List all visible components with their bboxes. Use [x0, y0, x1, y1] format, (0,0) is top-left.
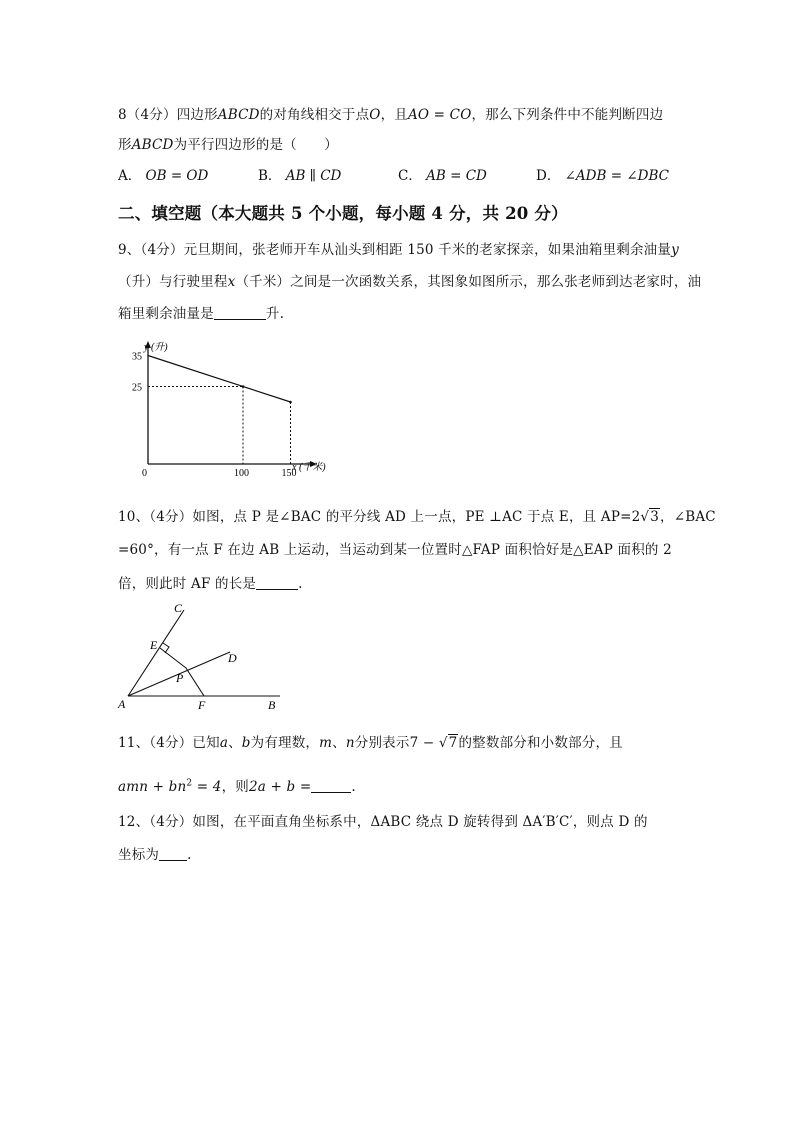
- q10-text: 10、（4分）如图，点 P 是∠BAC 的平分线 AD 上一点，PE ⊥AC 于点 E，且 AP=2: [118, 509, 641, 525]
- q11-line1: [118, 731, 623, 751]
- q8-condition: AO = CO: [407, 107, 472, 123]
- answer-blank[interactable]: [214, 305, 266, 320]
- option-label: D．: [536, 168, 561, 184]
- q9-text: （千米）之间是一次函数关系，其图象如图所示，那么张老师到达老家时，油: [235, 274, 702, 290]
- q9-text: 升.: [265, 306, 285, 322]
- q9-line1: [118, 238, 679, 258]
- option-text: OB = OD: [145, 168, 209, 184]
- q11-expression: 7 −: [409, 735, 439, 751]
- data-point: [242, 385, 245, 388]
- q9-line3: [118, 302, 284, 322]
- q12-line2: [118, 843, 192, 863]
- q10-sqrt-value: 3: [650, 509, 660, 525]
- q11-text: 、: [228, 735, 242, 751]
- q11-line2: [118, 775, 356, 795]
- q9-var-y: y: [671, 242, 679, 258]
- label-f: F: [198, 698, 206, 712]
- q8-text: 四边形: [176, 107, 218, 123]
- q11-equation: = 4: [192, 779, 222, 795]
- q8-text: 形: [118, 137, 132, 153]
- x-tick-label: 0: [142, 468, 147, 479]
- option-label: C．: [398, 168, 422, 184]
- option-text: ∠ADB = ∠DBC: [564, 168, 669, 184]
- y-tick-label: 35: [132, 351, 142, 363]
- q11-equation: amn + bn: [118, 779, 187, 795]
- q10-line3: [118, 572, 303, 592]
- q8-text: 的对角线相交于点: [259, 107, 370, 123]
- x-axis-label: x (千米): [292, 462, 326, 473]
- fuel-line: [148, 356, 291, 403]
- q12-line1: [118, 810, 648, 830]
- section-title: 二、填空题（本大题共 5 个小题，每小题 4 分，共 20 分）: [118, 204, 568, 223]
- q11-var-b: b: [241, 735, 251, 751]
- sqrt-symbol: √: [438, 735, 448, 751]
- q9-text: （升）与行驶里程: [118, 274, 228, 290]
- option-label: A．: [118, 168, 142, 184]
- q11-exponent: 2: [186, 778, 193, 789]
- q10-line2: [118, 538, 672, 558]
- label-p: P: [176, 671, 184, 685]
- option-text: AB = CD: [426, 168, 487, 184]
- q8-quad-name: ABCD: [217, 107, 260, 123]
- sqrt-symbol: √: [640, 509, 650, 525]
- q11-var-a: a: [219, 735, 229, 751]
- q10-text: =60°，有一点 F 在边 AB 上运动，当运动到某一位置时△FAP 面积恰好是△EAP 面积的 2: [118, 542, 672, 558]
- q11-text: 、: [332, 735, 346, 751]
- q11-question-expr: 2a + b =: [249, 779, 312, 795]
- q10-text: 倍，则此时 AF 的长是: [118, 576, 257, 592]
- q8-points: （4分）: [126, 107, 177, 123]
- q11-text: ，则: [221, 779, 250, 795]
- segment-pe: [160, 648, 186, 668]
- q8-text: ，那么下列条件中不能判断四边: [471, 107, 664, 123]
- q9-var-x: x: [227, 274, 236, 290]
- q8-point-o: O: [369, 107, 381, 123]
- label-b: B: [268, 698, 276, 712]
- fuel-chart: [118, 336, 348, 480]
- label-c: C: [174, 601, 183, 615]
- answer-blank[interactable]: [159, 846, 187, 861]
- label-a: A: [118, 697, 126, 711]
- data-point: [289, 401, 292, 404]
- q10-text: ，∠BAC: [660, 509, 716, 525]
- q9-line2: [118, 270, 701, 290]
- segment-pf: [186, 668, 204, 696]
- y-axis-label: y (升): [144, 342, 168, 353]
- q12-text: .: [187, 847, 192, 863]
- x-tick-label: 150: [281, 468, 297, 479]
- q11-text: 11、（4分）已知: [118, 735, 220, 751]
- q9-text: 9、（4分）元旦期间，张老师开车从汕头到相距 150 千米的老家探亲，如果油箱里剩余油量: [118, 242, 672, 258]
- q8-line2: [118, 133, 338, 153]
- q12-text: 12、（4分）如图，在平面直角坐标系中，ΔABC 绕点 D 旋转得到 ΔA′B′C′，则点 D 的: [118, 814, 648, 830]
- q8-line1: [118, 103, 663, 123]
- q11-text: .: [351, 779, 356, 795]
- q8-text: 为平行四边形的是（ ）: [173, 137, 338, 153]
- option-label: B．: [258, 168, 282, 184]
- answer-blank[interactable]: [311, 778, 351, 793]
- q8-option-b: [258, 164, 341, 184]
- q11-text: 为有理数，: [250, 735, 320, 751]
- q10-line1: [118, 505, 716, 525]
- q8-option-c: [398, 164, 487, 184]
- q11-sqrt-value: 7: [448, 735, 458, 751]
- q8-option-d: [536, 164, 669, 184]
- x-tick-label: 100: [234, 468, 249, 479]
- q8-option-a: [118, 164, 208, 184]
- q11-text: 分别表示: [354, 735, 410, 751]
- q9-text: 箱里剩余油量是: [118, 306, 214, 322]
- q8-number: 8: [118, 107, 127, 123]
- label-e: E: [150, 638, 158, 652]
- q8-quad-name: ABCD: [131, 137, 174, 153]
- y-tick-label: 25: [132, 382, 142, 394]
- answer-blank[interactable]: [256, 575, 298, 590]
- q11-text: 的整数部分和小数部分，且: [458, 735, 623, 751]
- q11-var-n: n: [345, 735, 355, 751]
- q12-text: 坐标为: [118, 847, 160, 863]
- label-d: D: [228, 651, 237, 665]
- q10-text: .: [298, 576, 303, 592]
- angle-bisector-figure: [112, 598, 292, 712]
- q11-var-m: m: [319, 735, 333, 751]
- q8-text: ，且: [380, 107, 408, 123]
- option-text: AB ∥ CD: [285, 168, 342, 184]
